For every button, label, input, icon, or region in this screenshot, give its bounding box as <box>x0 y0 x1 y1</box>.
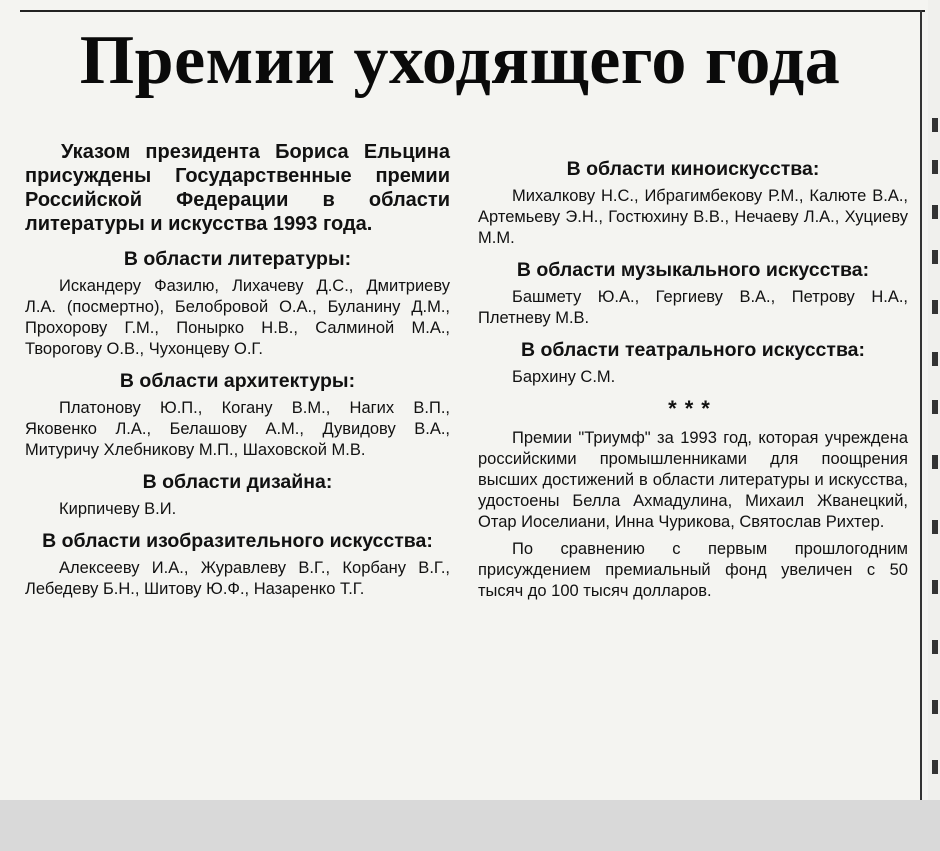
lead-paragraph: Указом президента Бориса Ельцина присуждены Государственные премии Российской Федерации в области литературы и искусства 1993 года. <box>25 141 450 235</box>
section-heading-fine-arts: В области изобразительного искусства: <box>42 530 433 552</box>
section-heading-music: В области музыкального искусства: <box>516 259 870 281</box>
section-heading-theatre: В области театрального искусства: <box>520 339 866 361</box>
section-text-design: Кирпичеву В.И. <box>59 500 177 518</box>
left-column <box>25 140 450 608</box>
triumph-paragraph: Премии "Триумф" за 1993 год, которая учреждена российскими промышленниками для поощрения высших достижений в области литературы и искусства, удостоены Белла Ахмадулина, Михаил Жванецкий, Отар Иоселиани, Инна Чурикова, Святослав Рихтер. <box>478 429 908 531</box>
section-text-architecture: Платонову Ю.П., Когану В.М., Нагих В.П., Яковенко Л.А., Белашову А.М., Дувидову В.А., Митуричу Хлебникову М.П., Шаховской М.В. <box>25 399 450 459</box>
section-heading-architecture: В области архитектуры: <box>119 370 356 392</box>
right-column <box>478 150 908 608</box>
section-heading-literature: В области литературы: <box>123 248 352 270</box>
section-separator: *** <box>668 396 718 421</box>
adjacent-column-edge <box>928 0 940 800</box>
section-text-fine-arts: Алексееву И.А., Журавлеву В.Г., Корбану В.Г., Лебедеву Б.Н., Шитову Ю.Ф., Назаренко Т.Г. <box>25 559 450 598</box>
section-text-cinema: Михалкову Н.С., Ибрагимбекову Р.М., Калюте В.А., Артемьеву Э.Н., Гостюхину В.В., Нечаеву Л.А., Хуциеву М.М. <box>478 187 908 247</box>
section-text-music: Башмету Ю.А., Гергиеву В.А., Петрову Н.А., Плетневу М.В. <box>478 288 908 327</box>
section-heading-design: В области дизайна: <box>142 471 333 493</box>
headline: Премии уходящего года <box>79 22 841 99</box>
section-text-theatre: Бархину С.М. <box>512 368 616 386</box>
top-rule <box>20 10 925 12</box>
prize-fund-paragraph: По сравнению с первым прошлогодним присуждением премиальный фонд увеличен с 50 тысяч до 100 тысяч долларов. <box>478 540 908 600</box>
column-rule <box>920 10 922 800</box>
section-heading-cinema: В области киноискусства: <box>566 158 820 180</box>
section-text-literature: Искандеру Фазилю, Лихачеву Д.С., Дмитриеву Л.А. (посмертно), Белобровой О.А., Буланину Д.М., Прохорову Г.М., Понырко Н.В., Салминой М.А., Творогову О.В., Чухонцеву О.Г. <box>25 277 450 358</box>
